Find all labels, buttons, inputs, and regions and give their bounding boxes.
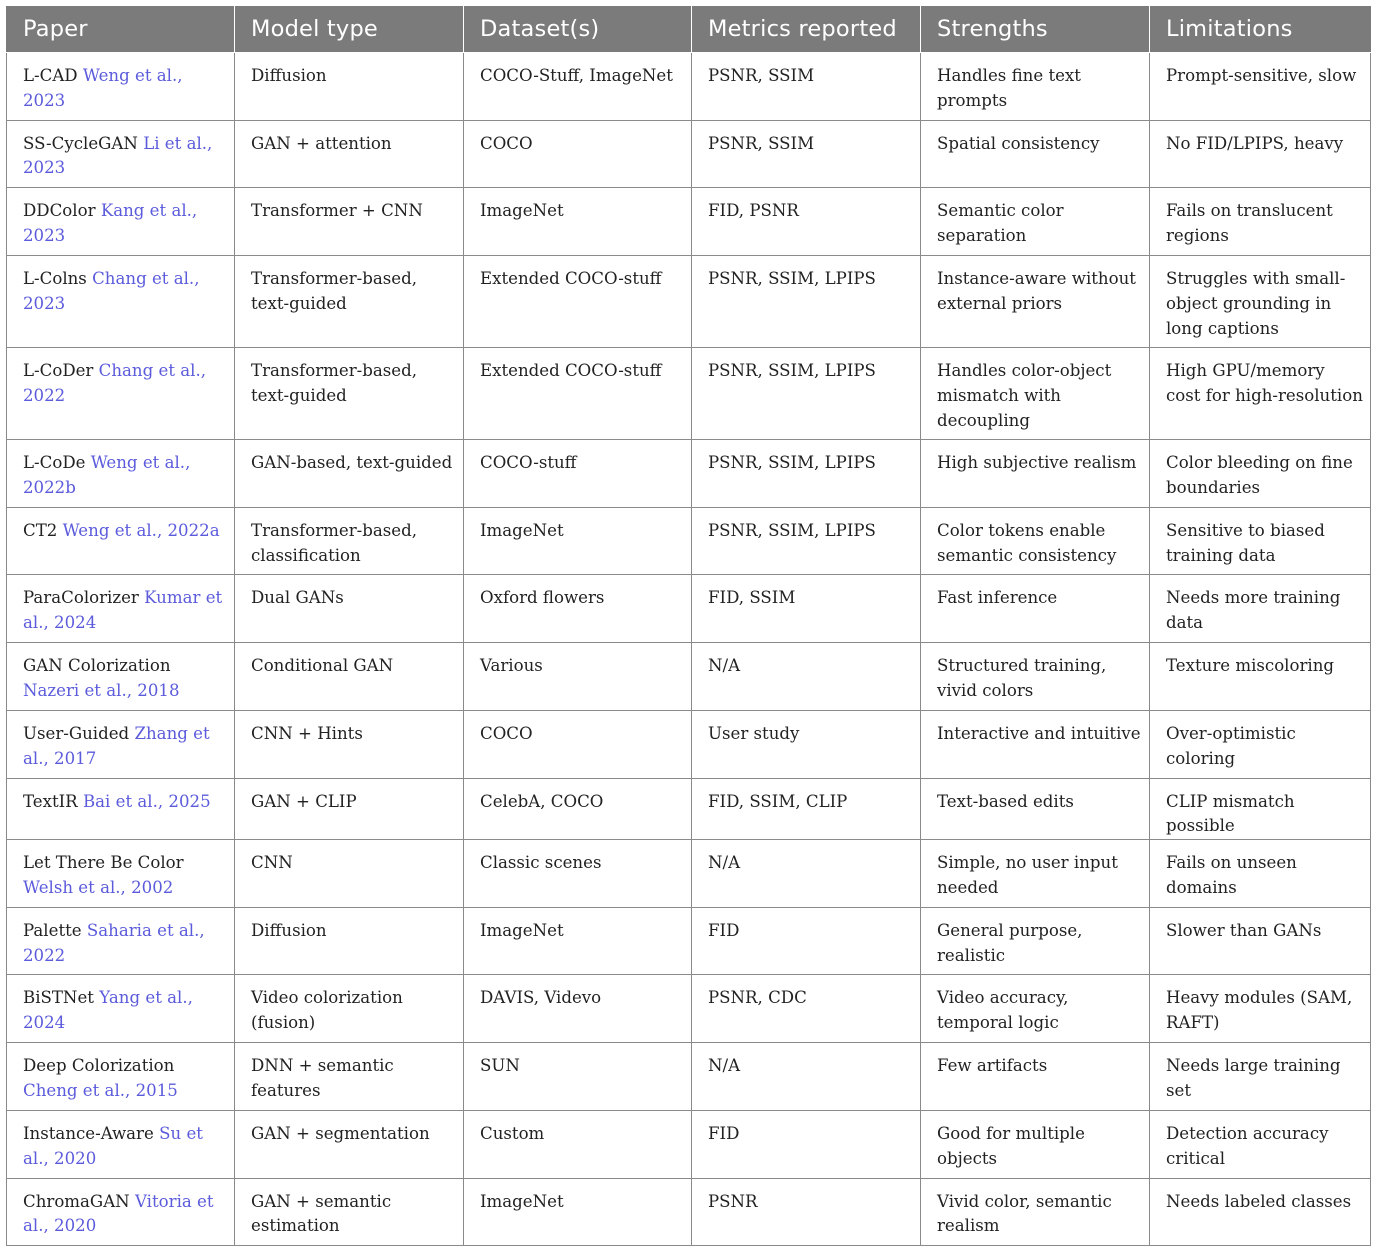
cell-model-type: Dual GANs	[235, 575, 464, 643]
cell-paper	[7, 975, 235, 1043]
cell-metrics: N/A	[692, 643, 921, 711]
table-row	[7, 1043, 1371, 1111]
cell-paper	[7, 1110, 235, 1178]
citation-link[interactable]: Weng et al., 2022a	[62, 520, 220, 540]
citation-link[interactable]: Kumar et al., 2024	[23, 588, 223, 633]
cell-datasets: COCO	[464, 710, 692, 778]
cell-paper	[7, 1043, 235, 1111]
cell-metrics: FID	[692, 907, 921, 975]
cell-limitations: Needs more training data	[1150, 575, 1371, 643]
table-body	[7, 53, 1371, 1246]
cell-model-type: DNN + semantic features	[235, 1043, 464, 1111]
cell-metrics: N/A	[692, 840, 921, 908]
table-row	[7, 1110, 1371, 1178]
cell-paper	[7, 440, 235, 508]
paper-name: GAN Colorization	[23, 656, 171, 676]
cell-paper	[7, 507, 235, 575]
cell-limitations: Detection accuracy critical	[1150, 1110, 1371, 1178]
cell-model-type: Conditional GAN	[235, 643, 464, 711]
cell-model-type: GAN + semantic estimation	[235, 1178, 464, 1246]
cell-model-type: Transformer-based, text-guided	[235, 348, 464, 440]
cell-limitations: Needs large training set	[1150, 1043, 1371, 1111]
cell-datasets: Extended COCO-stuff	[464, 348, 692, 440]
cell-model-type: Transformer-based, classification	[235, 507, 464, 575]
cell-limitations: Slower than GANs	[1150, 907, 1371, 975]
cell-limitations: Heavy modules (SAM, RAFT)	[1150, 975, 1371, 1043]
citation-link[interactable]: Welsh et al., 2002	[23, 877, 174, 897]
cell-limitations: CLIP mismatch possible	[1150, 778, 1371, 840]
paper-name: L-CoDe	[23, 453, 86, 473]
cell-paper	[7, 53, 235, 121]
cell-metrics: User study	[692, 710, 921, 778]
cell-limitations: Over-optimistic coloring	[1150, 710, 1371, 778]
cell-model-type: Video colorization (fusion)	[235, 975, 464, 1043]
citation-link[interactable]: Su et al., 2020	[23, 1123, 203, 1168]
cell-paper	[7, 575, 235, 643]
citation-link[interactable]: Bai et al., 2025	[82, 791, 211, 811]
cell-strengths: Interactive and intuitive	[921, 710, 1150, 778]
cell-datasets: SUN	[464, 1043, 692, 1111]
header-limitations: Limitations	[1150, 6, 1371, 53]
cell-datasets: DAVIS, Videvo	[464, 975, 692, 1043]
cell-datasets: Custom	[464, 1110, 692, 1178]
cell-paper	[7, 710, 235, 778]
citation-link[interactable]: Zhang et al., 2017	[23, 723, 210, 768]
citation-link[interactable]: Chang et al., 2023	[23, 269, 200, 313]
cell-strengths: Video accuracy, temporal logic	[921, 975, 1150, 1043]
cell-metrics: N/A	[692, 1043, 921, 1111]
cell-model-type: CNN + Hints	[235, 710, 464, 778]
cell-model-type: GAN-based, text-guided	[235, 440, 464, 508]
cell-strengths: Handles color-object mismatch with decoupling	[921, 348, 1150, 440]
cell-metrics: PSNR	[692, 1178, 921, 1246]
header-model-type: Model type	[235, 6, 464, 53]
header-metrics: Metrics reported	[692, 6, 921, 53]
cell-datasets: Various	[464, 643, 692, 711]
cell-datasets: ImageNet	[464, 188, 692, 256]
cell-model-type: GAN + attention	[235, 120, 464, 188]
cell-datasets: Oxford flowers	[464, 575, 692, 643]
cell-limitations: Fails on translucent regions	[1150, 188, 1371, 256]
table-row	[7, 188, 1371, 256]
cell-paper	[7, 256, 235, 348]
citation-link[interactable]: Kang et al., 2023	[23, 201, 198, 246]
paper-name: ChromaGAN	[23, 1191, 130, 1211]
table-row	[7, 778, 1371, 840]
cell-model-type: Diffusion	[235, 907, 464, 975]
table-row	[7, 643, 1371, 711]
cell-metrics: PSNR, SSIM, LPIPS	[692, 440, 921, 508]
table-row	[7, 1178, 1371, 1246]
table-row	[7, 907, 1371, 975]
cell-strengths: Text-based edits	[921, 778, 1150, 840]
cell-metrics: PSNR, SSIM	[692, 120, 921, 188]
cell-limitations: High GPU/memory cost for high-resolution	[1150, 348, 1371, 440]
cell-strengths: Vivid color, semantic realism	[921, 1178, 1150, 1246]
cell-paper	[7, 188, 235, 256]
cell-limitations: No FID/LPIPS, heavy	[1150, 120, 1371, 188]
citation-link[interactable]: Weng et al., 2023	[23, 66, 183, 110]
cell-datasets: CelebA, COCO	[464, 778, 692, 840]
comparison-table-container	[6, 6, 1370, 1246]
header-strengths: Strengths	[921, 6, 1150, 53]
citation-link[interactable]: Cheng et al., 2015	[23, 1080, 178, 1100]
table-header	[7, 6, 1371, 53]
cell-datasets: Extended COCO-stuff	[464, 256, 692, 348]
paper-name: CT2	[23, 520, 58, 540]
paper-name: Deep Colorization	[23, 1056, 175, 1076]
cell-paper	[7, 907, 235, 975]
cell-limitations: Fails on unseen domains	[1150, 840, 1371, 908]
cell-strengths: High subjective realism	[921, 440, 1150, 508]
paper-name: DDColor	[23, 201, 96, 221]
table-row	[7, 507, 1371, 575]
paper-name: L-CAD	[23, 66, 78, 85]
cell-strengths: Semantic color separation	[921, 188, 1150, 256]
table-row	[7, 440, 1371, 508]
citation-link[interactable]: Vitoria et al., 2020	[23, 1191, 214, 1236]
cell-strengths: Structured training, vivid colors	[921, 643, 1150, 711]
cell-model-type: Transformer + CNN	[235, 188, 464, 256]
cell-datasets: COCO-Stuff, ImageNet	[464, 53, 692, 121]
paper-name: SS-CycleGAN	[23, 133, 138, 153]
paper-name: BiSTNet	[23, 988, 94, 1008]
cell-limitations: Sensitive to biased training data	[1150, 507, 1371, 575]
table-row	[7, 53, 1371, 121]
cell-paper	[7, 348, 235, 440]
cell-metrics: PSNR, SSIM, LPIPS	[692, 348, 921, 440]
header-datasets: Dataset(s)	[464, 6, 692, 53]
paper-name: ParaColorizer	[23, 588, 139, 608]
paper-name: Let There Be Color	[23, 853, 184, 873]
cell-strengths: Spatial consistency	[921, 120, 1150, 188]
table-row	[7, 840, 1371, 908]
table-row	[7, 575, 1371, 643]
cell-metrics: PSNR, SSIM, LPIPS	[692, 507, 921, 575]
cell-metrics: PSNR, CDC	[692, 975, 921, 1043]
cell-datasets: ImageNet	[464, 507, 692, 575]
cell-model-type: Transformer-based, text-guided	[235, 256, 464, 348]
citation-link[interactable]: Chang et al., 2022	[23, 361, 207, 405]
cell-strengths: Few artifacts	[921, 1043, 1150, 1111]
cell-limitations: Needs labeled classes	[1150, 1178, 1371, 1246]
cell-datasets: Classic scenes	[464, 840, 692, 908]
cell-metrics: PSNR, SSIM	[692, 53, 921, 121]
cell-datasets: ImageNet	[464, 907, 692, 975]
cell-paper	[7, 643, 235, 711]
cell-metrics: FID	[692, 1110, 921, 1178]
cell-model-type: GAN + segmentation	[235, 1110, 464, 1178]
cell-strengths: Good for multiple objects	[921, 1110, 1150, 1178]
cell-model-type: GAN + CLIP	[235, 778, 464, 840]
paper-name: Palette	[23, 920, 82, 940]
table-row	[7, 256, 1371, 348]
cell-limitations: Struggles with small-object grounding in long captions	[1150, 256, 1371, 348]
table-row	[7, 348, 1371, 440]
cell-model-type: Diffusion	[235, 53, 464, 121]
citation-link[interactable]: Weng et al., 2022b	[23, 453, 191, 497]
cell-strengths: Simple, no user input needed	[921, 840, 1150, 908]
cell-limitations: Prompt-sensitive, slow	[1150, 53, 1371, 121]
citation-link[interactable]: Saharia et al., 2022	[23, 920, 205, 965]
cell-metrics: FID, SSIM	[692, 575, 921, 643]
cell-datasets: COCO-stuff	[464, 440, 692, 508]
cell-strengths: Fast inference	[921, 575, 1150, 643]
cell-strengths: Handles fine text prompts	[921, 53, 1150, 121]
cell-datasets: ImageNet	[464, 1178, 692, 1246]
paper-name: L-Colns	[23, 269, 87, 289]
header-row	[7, 6, 1371, 53]
cell-paper	[7, 1178, 235, 1246]
table-row	[7, 975, 1371, 1043]
cell-limitations: Texture miscoloring	[1150, 643, 1371, 711]
citation-link[interactable]: Nazeri et al., 2018	[23, 680, 180, 700]
cell-paper	[7, 840, 235, 908]
cell-strengths: Instance-aware without external priors	[921, 256, 1150, 348]
table-row	[7, 120, 1371, 188]
cell-strengths: General purpose, realistic	[921, 907, 1150, 975]
citation-link[interactable]: Li et al., 2023	[23, 133, 213, 178]
header-paper: Paper	[7, 6, 235, 53]
cell-datasets: COCO	[464, 120, 692, 188]
cell-strengths: Color tokens enable semantic consistency	[921, 507, 1150, 575]
cell-paper	[7, 120, 235, 188]
cell-metrics: FID, PSNR	[692, 188, 921, 256]
comparison-table	[6, 6, 1371, 1246]
paper-name: L-CoDer	[23, 361, 94, 381]
cell-metrics: FID, SSIM, CLIP	[692, 778, 921, 840]
cell-paper	[7, 778, 235, 840]
paper-name: Instance-Aware	[23, 1123, 154, 1143]
citation-link[interactable]: Yang et al., 2024	[23, 988, 193, 1033]
table-row	[7, 710, 1371, 778]
paper-name: TextIR	[23, 791, 78, 811]
cell-model-type: CNN	[235, 840, 464, 908]
cell-metrics: PSNR, SSIM, LPIPS	[692, 256, 921, 348]
paper-name: User-Guided	[23, 723, 130, 743]
cell-limitations: Color bleeding on fine boundaries	[1150, 440, 1371, 508]
